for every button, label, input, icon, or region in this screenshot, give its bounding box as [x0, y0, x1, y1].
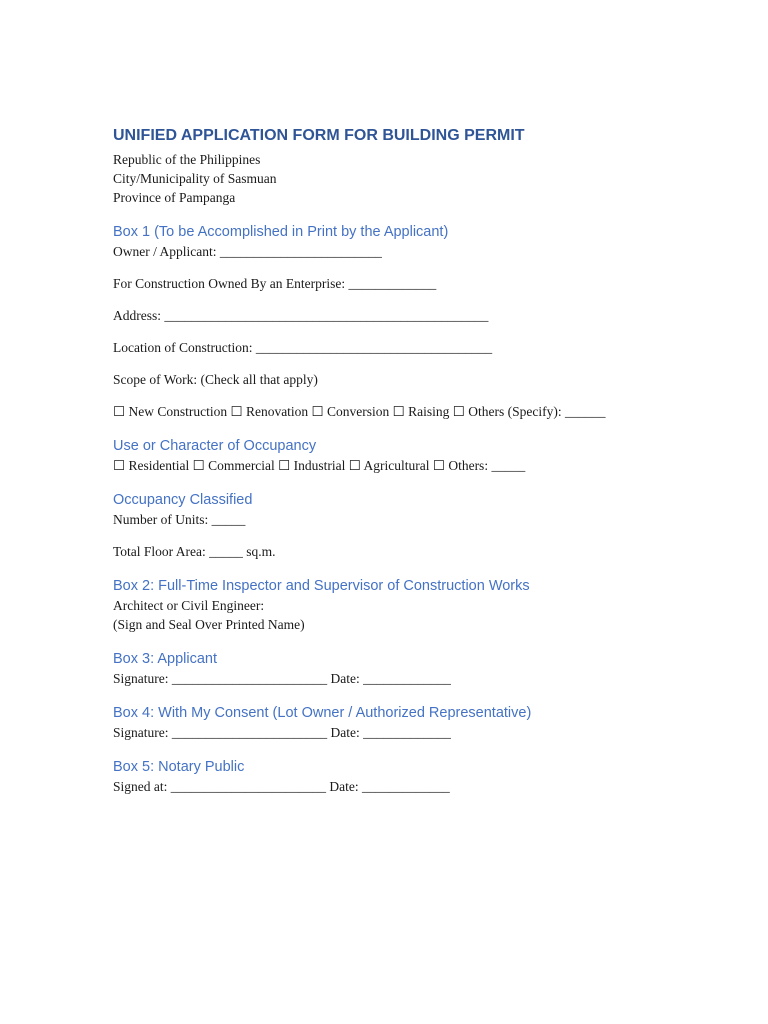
- box2-heading: Box 2: Full-Time Inspector and Supervisor of Construction Works: [113, 578, 530, 594]
- consent-signature-date-field[interactable]: Signature: _______________________ Date: _____________: [113, 725, 451, 740]
- box4-heading: Box 4: With My Consent (Lot Owner / Authorized Representative): [113, 705, 532, 721]
- box1-heading: Box 1 (To be Accomplished in Print by the Applicant): [113, 224, 449, 240]
- enterprise-field[interactable]: For Construction Owned By an Enterprise: _____________: [113, 276, 437, 291]
- number-of-units-field[interactable]: Number of Units: _____: [113, 512, 246, 527]
- form-title: UNIFIED APPLICATION FORM FOR BUILDING PERMIT: [113, 127, 525, 144]
- sign-seal-note: (Sign and Seal Over Printed Name): [113, 617, 305, 632]
- header-line-province: Province of Pampanga: [113, 190, 236, 205]
- owner-applicant-field[interactable]: Owner / Applicant: ________________________: [113, 244, 382, 259]
- floor-area-field[interactable]: Total Floor Area: _____ sq.m.: [113, 544, 276, 559]
- notary-signed-at-date-field[interactable]: Signed at: _______________________ Date: _____________: [113, 779, 450, 794]
- box3-heading: Box 3: Applicant: [113, 651, 217, 667]
- header-line-republic: Republic of the Philippines: [113, 152, 261, 167]
- box5-heading: Box 5: Notary Public: [113, 759, 245, 775]
- occupancy-checkboxes[interactable]: ☐ Residential ☐ Commercial ☐ Industrial ☐ Agricultural ☐ Others: _____: [113, 458, 526, 473]
- location-field[interactable]: Location of Construction: ___________________________________: [113, 340, 493, 355]
- classified-heading: Occupancy Classified: [113, 492, 253, 508]
- occupancy-heading: Use or Character of Occupancy: [113, 438, 317, 454]
- scope-of-work-checkboxes[interactable]: ☐ New Construction ☐ Renovation ☐ Conversion ☐ Raising ☐ Others (Specify): ______: [113, 404, 606, 419]
- form-document: [113, 126, 713, 796]
- architect-engineer-label: Architect or Civil Engineer:: [113, 598, 265, 613]
- scope-of-work-label: Scope of Work: (Check all that apply): [113, 372, 318, 387]
- applicant-signature-date-field[interactable]: Signature: _______________________ Date: _____________: [113, 671, 451, 686]
- header-line-city: City/Municipality of Sasmuan: [113, 171, 277, 186]
- address-field[interactable]: Address: ________________________________________________: [113, 308, 489, 323]
